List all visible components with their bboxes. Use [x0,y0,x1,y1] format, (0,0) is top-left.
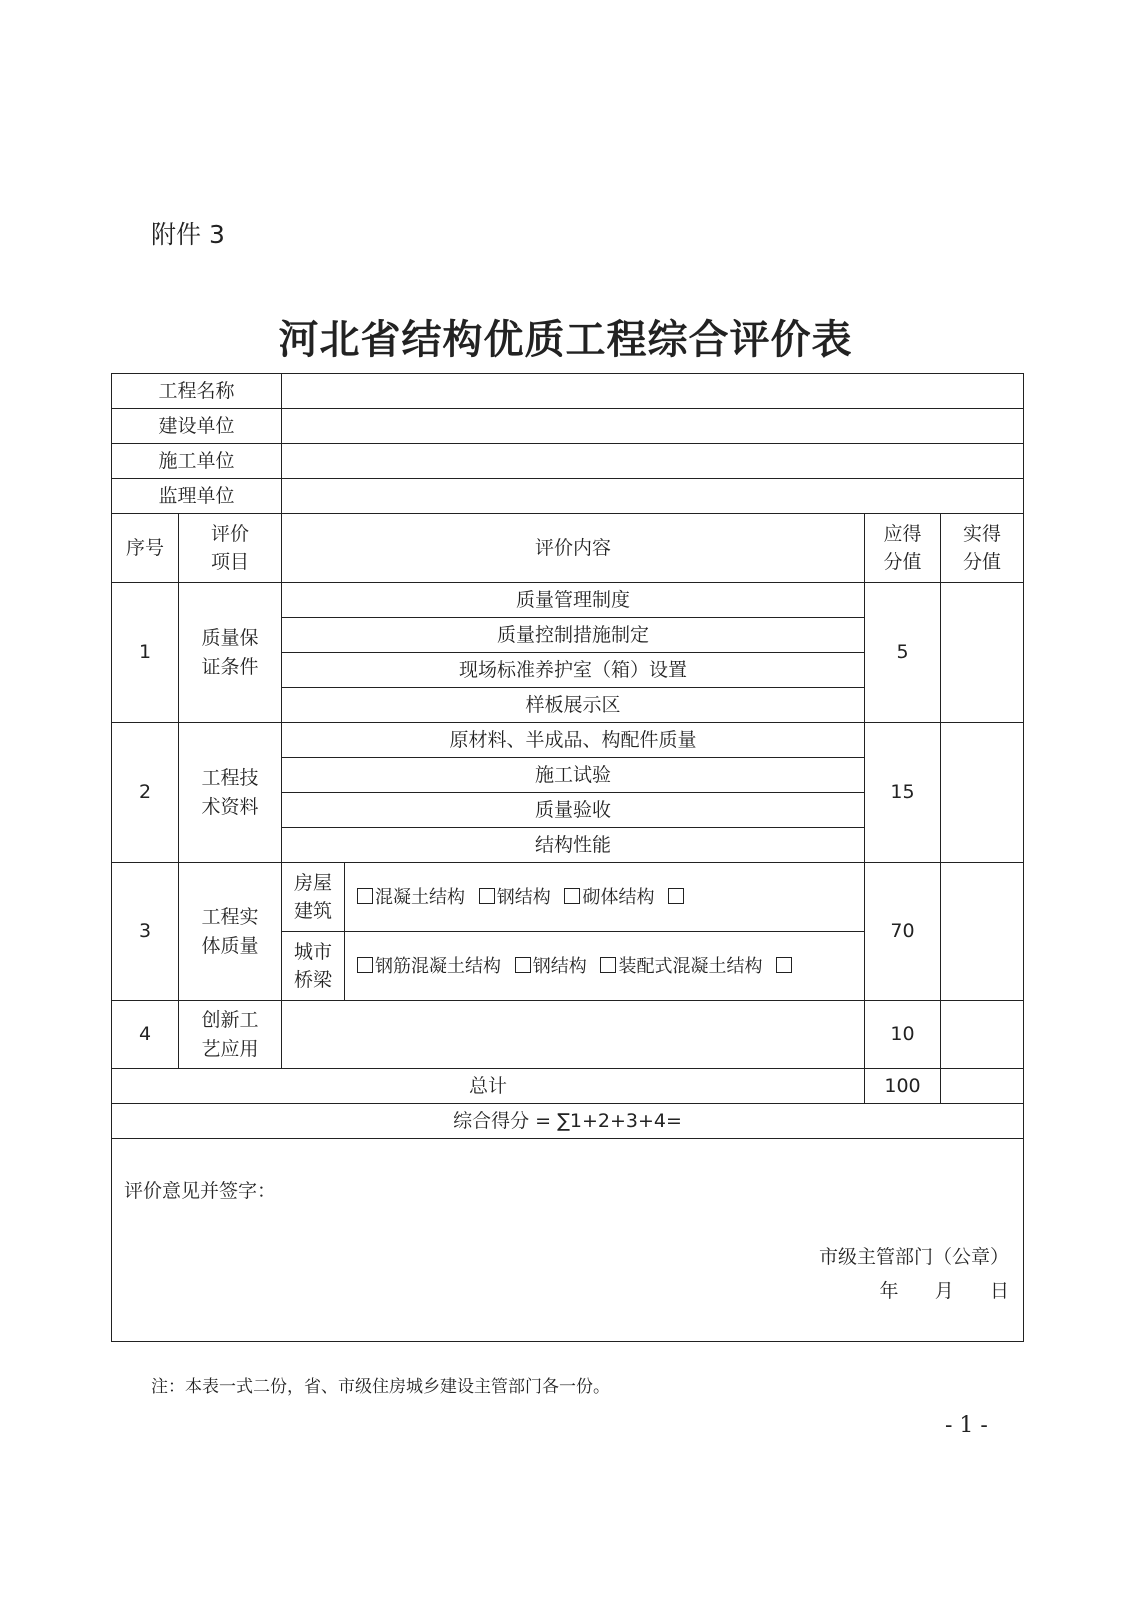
option-steel-structure[interactable] [515,956,587,977]
section-2-name-line1: 工程技 [201,767,259,789]
bridge-label [282,932,345,1001]
section-4-name-line2: 艺应用 [201,1037,259,1060]
opinion-label: 评价意见并签字： [124,1180,277,1202]
option-label: 钢结构 [532,955,587,977]
building-label-line1: 房屋 [294,871,333,894]
section-1-actual-score[interactable] [941,583,1024,723]
option-concrete-structure[interactable] [357,887,465,908]
section-2-name [179,723,282,863]
builder-label: 建设单位 [112,409,282,444]
section-1-item-1: 质量管理制度 [282,583,865,618]
section-4-score: 10 [865,1001,941,1069]
project-name-row [112,374,1024,409]
section-3-actual-score[interactable] [941,863,1024,1001]
section-4-name [179,1001,282,1069]
seq-header: 序号 [112,514,179,583]
checkbox-icon [357,888,373,904]
total-actual-score[interactable] [941,1069,1024,1104]
header-row [112,514,1024,583]
content-header: 评价内容 [282,514,865,583]
builder-field[interactable] [282,409,1024,444]
total-row [112,1069,1024,1104]
building-label-line2: 建筑 [294,900,333,922]
builder-row [112,409,1024,444]
total-label: 总计 [112,1069,865,1104]
section-3-score: 70 [865,863,941,1001]
section-2-number: 2 [112,723,179,863]
option-label: 砌体结构 [582,886,655,908]
option-reinforced-concrete[interactable] [357,956,501,977]
department-seal: 市级主管部门（公章） [819,1246,1010,1268]
checkbox-icon [668,888,684,904]
option-prefab-concrete[interactable] [600,956,762,977]
section-3-name-line2: 体质量 [201,934,259,957]
checkbox-icon [357,957,373,973]
supervisor-label: 监理单位 [112,479,282,514]
supervisor-field[interactable] [282,479,1024,514]
option-other[interactable] [776,956,794,977]
section-3-number: 3 [112,863,179,1001]
bridge-label-line2: 桥梁 [294,969,333,991]
project-name-label: 工程名称 [112,374,282,409]
section-4-row [112,1001,1024,1069]
section-1-number: 1 [112,583,179,723]
supervisor-row [112,479,1024,514]
section-2-row-1 [112,723,1024,758]
section-1-item-3: 现场标准养护室（箱）设置 [282,653,865,688]
building-options [345,863,865,932]
bridge-label-line1: 城市 [294,940,333,963]
item-header [179,514,282,583]
section-3-row-1 [112,863,1024,932]
should-score-header [865,514,941,583]
section-4-number: 4 [112,1001,179,1069]
building-label [282,863,345,932]
section-2-item-4: 结构性能 [282,828,865,863]
section-3-name [179,863,282,1001]
evaluation-table [111,373,1024,1342]
section-2-item-2: 施工试验 [282,758,865,793]
attachment-label: 附件 3 [151,220,225,249]
opinion-cell[interactable] [112,1139,1024,1342]
actual-score-header-line2: 分值 [963,551,1002,573]
section-4-actual-score[interactable] [941,1001,1024,1069]
option-label: 混凝土结构 [375,886,466,908]
item-header-line2: 项目 [211,551,250,573]
option-steel-structure[interactable] [479,887,551,908]
checkbox-icon [515,957,531,973]
checkbox-icon [776,957,792,973]
actual-score-header-line1: 实得 [963,522,1002,545]
formula-row [112,1104,1024,1139]
section-1-name-line1: 质量保 [201,627,259,649]
option-label: 钢结构 [496,886,551,908]
section-3-name-line1: 工程实 [201,906,259,928]
option-masonry-structure[interactable] [564,887,654,908]
opinion-row [112,1139,1024,1342]
constructor-row [112,444,1024,479]
section-4-content[interactable] [282,1001,865,1069]
should-score-header-line2: 分值 [883,551,922,573]
page-number: - 1 - [945,1413,988,1438]
section-1-name-line2: 证条件 [201,655,259,678]
formula-text: 综合得分 = ∑1+2+3+4= [112,1104,1024,1139]
should-score-header-line1: 应得 [883,522,922,545]
section-1-item-4: 样板展示区 [282,688,865,723]
section-2-item-3: 质量验收 [282,793,865,828]
section-1-score: 5 [865,583,941,723]
checkbox-icon [564,888,580,904]
option-label: 钢筋混凝土结构 [375,955,502,977]
section-2-name-line2: 术资料 [201,795,259,818]
signature-date: 年 月 日 [879,1280,1010,1302]
section-2-actual-score[interactable] [941,723,1024,863]
project-name-field[interactable] [282,374,1024,409]
form-title: 河北省结构优质工程综合评价表 [278,316,853,363]
constructor-field[interactable] [282,444,1024,479]
section-2-score: 15 [865,723,941,863]
option-label: 装配式混凝土结构 [618,955,763,977]
section-1-name [179,583,282,723]
bridge-options [345,932,865,1001]
section-2-item-1: 原材料、半成品、构配件质量 [282,723,865,758]
section-1-item-2: 质量控制措施制定 [282,618,865,653]
total-score: 100 [865,1069,941,1104]
item-header-line1: 评价 [211,522,250,545]
section-1-row-1 [112,583,1024,618]
section-4-name-line1: 创新工 [201,1009,259,1031]
checkbox-icon [600,957,616,973]
actual-score-header [941,514,1024,583]
option-other[interactable] [668,887,686,908]
footnote: 注：本表一式二份，省、市级住房城乡建设主管部门各一份。 [151,1377,610,1397]
checkbox-icon [479,888,495,904]
constructor-label: 施工单位 [112,444,282,479]
